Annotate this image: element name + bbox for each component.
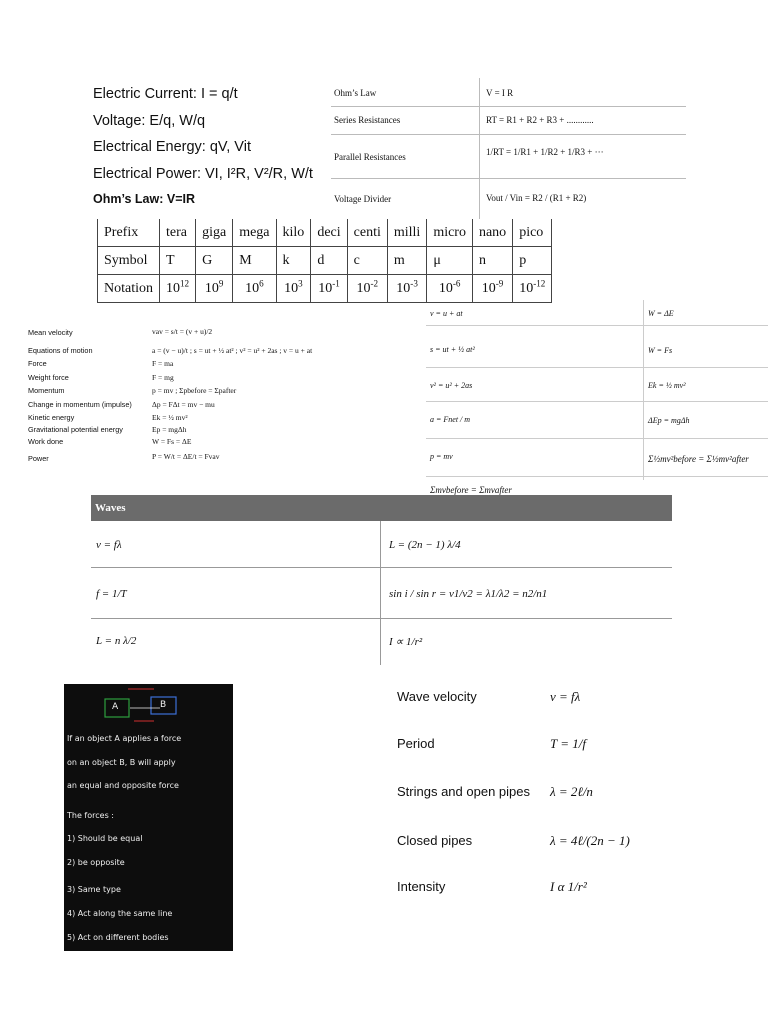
board-line: If an object A applies a force xyxy=(67,734,182,743)
mech-label: Force xyxy=(28,359,47,368)
electrical-power: Electrical Power: VI, I²R, V²/R, W/t xyxy=(93,165,313,182)
prefix-cell: nano xyxy=(472,219,512,247)
prefix-row xyxy=(98,219,552,247)
prefix-cell: kilo xyxy=(276,219,311,247)
waves-eq: L = n λ/2 xyxy=(96,635,137,647)
board-line: 3) Same type xyxy=(67,885,121,894)
wave-formulas xyxy=(397,680,657,910)
notation-base: 10 xyxy=(166,280,180,296)
notation-exponent: -12 xyxy=(533,277,546,288)
electrical-energy: Electrical Energy: qV, Vit xyxy=(93,139,251,155)
notation-cell xyxy=(472,275,512,303)
board-line: 5) Act on different bodies xyxy=(67,933,169,942)
mech-eq: F = mg xyxy=(152,373,174,382)
mech-label: Weight force xyxy=(28,373,69,382)
electric-formulas xyxy=(93,86,313,219)
notation-base: 10 xyxy=(438,280,453,296)
notation-base: 10 xyxy=(245,280,260,296)
board-line: 1) Should be equal xyxy=(67,834,143,843)
notation-label: Notation xyxy=(98,275,160,303)
prefix-cell: centi xyxy=(347,219,387,247)
board-line: on an object B, B will apply xyxy=(67,758,176,767)
wave-eq: λ = 2ℓ/n xyxy=(550,784,593,799)
notation-exponent: -3 xyxy=(410,277,418,288)
wave-eq: λ = 4ℓ/(2n − 1) xyxy=(550,833,630,848)
newtons-third-law-note xyxy=(64,684,233,951)
suvat-eq: Σ½mv²before = Σ½mv²after xyxy=(648,454,749,464)
symbol-cell: μ xyxy=(427,247,473,275)
suvat-eq: Σmvbefore = Σmvafter xyxy=(430,485,512,495)
ohm-formula: RT = R1 + R2 + R3 + ............ xyxy=(486,115,594,125)
notation-exponent: -9 xyxy=(495,277,504,288)
mechanics-formulas xyxy=(24,318,426,488)
box-a-label: A xyxy=(112,702,119,712)
ohm-label: Voltage Divider xyxy=(334,194,392,204)
mech-eq: vav = s/t = (v + u)/2 xyxy=(152,327,213,336)
notation-base: 10 xyxy=(204,280,219,296)
box-b-label: B xyxy=(160,700,167,710)
ohms-law-note: Ohm’s Law: V=IR xyxy=(93,192,195,206)
mech-eq: a = (v − u)/t ; s = ut + ½ at² ; v² = u² + 2as ; v = u + at xyxy=(152,346,313,355)
notation-exponent: 9 xyxy=(218,277,224,288)
symbol-cell: k xyxy=(276,247,311,275)
suvat-eq: Ek = ½ mv² xyxy=(648,381,686,390)
wave-eq: T = 1/f xyxy=(550,736,586,751)
wave-label: Strings and open pipes xyxy=(397,784,530,799)
notation-cell xyxy=(233,275,276,303)
suvat-eq: a = Fnet / m xyxy=(430,415,471,424)
board-line: 2) be opposite xyxy=(67,858,125,867)
waves-eq: I ∝ 1/r² xyxy=(389,636,423,648)
waves-title: Waves xyxy=(95,502,126,514)
ohm-row-parallel xyxy=(331,135,686,179)
suvat-eq: p = mv xyxy=(430,452,453,461)
notation-cell xyxy=(347,275,387,303)
waves-eq: sin i / sin r = v1/v2 = λ1/λ2 = n2/n1 xyxy=(389,588,548,600)
prefix-cell: pico xyxy=(513,219,552,247)
prefix-cell: milli xyxy=(387,219,426,247)
mech-label: Equations of motion xyxy=(28,346,93,355)
notation-base: 10 xyxy=(481,280,496,296)
mech-eq: Ep = mgΔh xyxy=(152,425,187,434)
symbol-cell: d xyxy=(311,247,347,275)
mech-eq: Δp = FΔt = mv − mu xyxy=(152,400,215,409)
symbol-cell: m xyxy=(387,247,426,275)
mech-label: Kinetic energy xyxy=(28,413,75,422)
prefix-cell: micro xyxy=(427,219,473,247)
ohm-formula: 1/RT = 1/R1 + 1/R2 + 1/R3 + ··· xyxy=(486,147,604,157)
prefix-cell: mega xyxy=(233,219,276,247)
symbol-row xyxy=(98,247,552,275)
waves-eq: f = 1/T xyxy=(96,588,127,600)
notation-base: 10 xyxy=(284,280,299,296)
ohm-label: Series Resistances xyxy=(334,115,401,125)
mech-label: Power xyxy=(28,454,49,463)
notation-cell xyxy=(427,275,473,303)
waves-header xyxy=(91,495,672,521)
wave-eq: v = fλ xyxy=(550,689,581,704)
notation-exponent: 3 xyxy=(298,277,303,288)
prefix-cell: deci xyxy=(311,219,347,247)
notation-base: 10 xyxy=(356,280,371,296)
notation-cell xyxy=(311,275,347,303)
prefix-table xyxy=(97,219,552,303)
notation-exponent: 6 xyxy=(259,277,264,288)
mech-label: Change in momentum (impulse) xyxy=(28,400,132,409)
suvat-eq: v² = u² + 2as xyxy=(430,381,473,390)
notation-row xyxy=(98,275,552,303)
wave-label: Intensity xyxy=(397,879,446,894)
symbol-cell: M xyxy=(233,247,276,275)
waves-table xyxy=(91,495,672,665)
board-line: The forces : xyxy=(67,811,114,820)
notation-exponent: -6 xyxy=(452,277,461,288)
ohm-table xyxy=(331,78,686,219)
board-line: an equal and opposite force xyxy=(67,781,179,790)
suvat-eq: W = ΔE xyxy=(648,309,674,318)
notation-exponent: -2 xyxy=(370,277,379,288)
wave-eq: I α 1/r² xyxy=(550,879,587,894)
ohm-formula: Vout / Vin = R2 / (R1 + R2) xyxy=(486,193,587,203)
wave-label: Wave velocity xyxy=(397,689,477,704)
notation-base: 10 xyxy=(519,280,534,296)
waves-eq: v = fλ xyxy=(96,539,122,551)
voltage: Voltage: E/q, W/q xyxy=(93,112,206,129)
electric-current: Electric Current: I = q/t xyxy=(93,86,238,102)
notation-cell xyxy=(196,275,233,303)
prefix-cell: giga xyxy=(196,219,233,247)
suvat-eq: s = ut + ½ at² xyxy=(430,345,475,354)
ohm-label: Ohm’s Law xyxy=(334,88,377,98)
suvat-eq: v = u + at xyxy=(430,309,463,318)
symbol-cell: p xyxy=(513,247,552,275)
suvat-eq: W = Fs xyxy=(648,346,673,355)
notation-exponent: -1 xyxy=(332,277,340,288)
symbol-cell: c xyxy=(347,247,387,275)
ohm-formula: V = I R xyxy=(486,88,514,98)
symbol-cell: G xyxy=(196,247,233,275)
mech-eq: Ek = ½ mv² xyxy=(152,413,188,422)
kinematics-table xyxy=(426,300,768,498)
mech-eq: P = W/t = ΔE/t = Fvav xyxy=(152,452,220,461)
force-pair-diagram xyxy=(64,684,233,734)
prefix-cell: tera xyxy=(160,219,196,247)
suvat-eq: ΔEp = mgΔh xyxy=(648,416,690,425)
notation-cell xyxy=(160,275,196,303)
notation-cell xyxy=(276,275,311,303)
mech-label: Mean velocity xyxy=(28,328,73,337)
mech-label: Gravitational potential energy xyxy=(28,425,123,434)
mech-label: Work done xyxy=(28,437,64,446)
mech-label: Momentum xyxy=(28,386,65,395)
symbol-cell: Symbol xyxy=(98,247,160,275)
notation-base: 10 xyxy=(318,280,333,296)
notation-cell xyxy=(513,275,552,303)
ohm-label: Parallel Resistances xyxy=(334,152,406,162)
notation-base: 10 xyxy=(396,280,411,296)
ohm-row-divider xyxy=(331,179,686,219)
prefix-cell: Prefix xyxy=(98,219,160,247)
waves-eq: L = (2n − 1) λ/4 xyxy=(389,539,461,551)
notation-cell xyxy=(387,275,426,303)
mech-eq: F = ma xyxy=(152,359,174,368)
board-line: 4) Act along the same line xyxy=(67,909,173,918)
wave-label: Closed pipes xyxy=(397,833,473,848)
symbol-cell: n xyxy=(472,247,512,275)
mech-eq: p = mv ; Σpbefore = Σpafter xyxy=(152,386,237,395)
symbol-cell: T xyxy=(160,247,196,275)
ohm-row-series xyxy=(331,107,686,135)
wave-label: Period xyxy=(397,736,435,751)
notation-exponent: 12 xyxy=(180,277,190,288)
mech-eq: W = Fs = ΔE xyxy=(152,437,192,446)
ohm-row-ohms-law xyxy=(331,78,686,107)
